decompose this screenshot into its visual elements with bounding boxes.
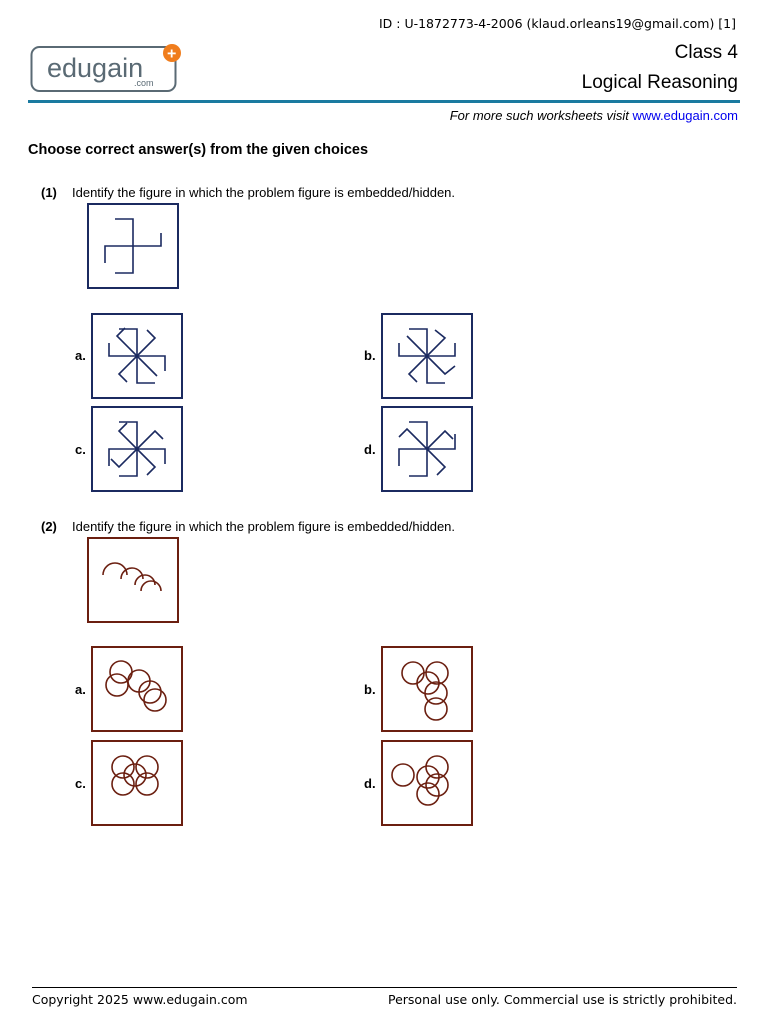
header-divider [28, 100, 740, 103]
option-figure-1c[interactable] [91, 406, 183, 492]
swastika-figure-icon [89, 205, 177, 287]
option-label-c: c. [75, 776, 86, 791]
option-2b-icon [383, 648, 471, 730]
logo-graphic [30, 44, 186, 94]
arcs-figure-icon [89, 539, 177, 621]
question-text: Identify the figure in which the problem figure is embedded/hidden. [72, 519, 456, 534]
logo-text: edugain [47, 53, 144, 83]
class-label: Class 4 [674, 42, 738, 63]
option-label-d: d. [364, 442, 376, 457]
option-figure-2d[interactable] [381, 740, 473, 826]
logo-plus-icon: + [167, 45, 177, 63]
option-label-c: c. [75, 442, 86, 457]
option-figure-1a[interactable] [91, 313, 183, 399]
option-figure-2c[interactable] [91, 740, 183, 826]
footer-notice: Personal use only. Commercial use is strictly prohibited. [388, 992, 737, 1007]
option-2a-icon [93, 648, 181, 730]
promo-line [450, 108, 738, 123]
option-label-a: a. [75, 348, 86, 363]
option-1a-icon [93, 315, 181, 397]
option-label-b: b. [364, 682, 376, 697]
option-2c-icon [93, 742, 181, 824]
question-number: (2) [41, 519, 57, 534]
edugain-logo[interactable] [30, 44, 186, 94]
question-number: (1) [41, 185, 57, 200]
option-label-d: d. [364, 776, 376, 791]
instructions-heading: Choose correct answer(s) from the given choices [28, 142, 369, 158]
option-label-a: a. [75, 682, 86, 697]
subject-label: Logical Reasoning [581, 72, 738, 93]
question-text: Identify the figure in which the problem figure is embedded/hidden. [72, 185, 456, 200]
promo-link[interactable]: www.edugain.com [632, 108, 738, 123]
option-1b-icon [383, 315, 471, 397]
worksheet-id: ID : U-1872773-4-2006 (klaud.orleans19@gmail.com) [1] [378, 16, 736, 31]
option-1d-icon [383, 408, 471, 490]
logo-sub-text: .com [134, 78, 154, 88]
problem-figure-2 [87, 537, 179, 623]
problem-figure-1 [87, 203, 179, 289]
footer-copyright: Copyright 2025 www.edugain.com [32, 992, 248, 1007]
option-2d-icon [383, 742, 471, 824]
option-label-b: b. [364, 348, 376, 363]
option-figure-2b[interactable] [381, 646, 473, 732]
option-figure-1b[interactable] [381, 313, 473, 399]
option-figure-1d[interactable] [381, 406, 473, 492]
option-1c-icon [93, 408, 181, 490]
footer-divider [32, 987, 737, 988]
option-figure-2a[interactable] [91, 646, 183, 732]
promo-text: For more such worksheets visit [449, 108, 633, 123]
